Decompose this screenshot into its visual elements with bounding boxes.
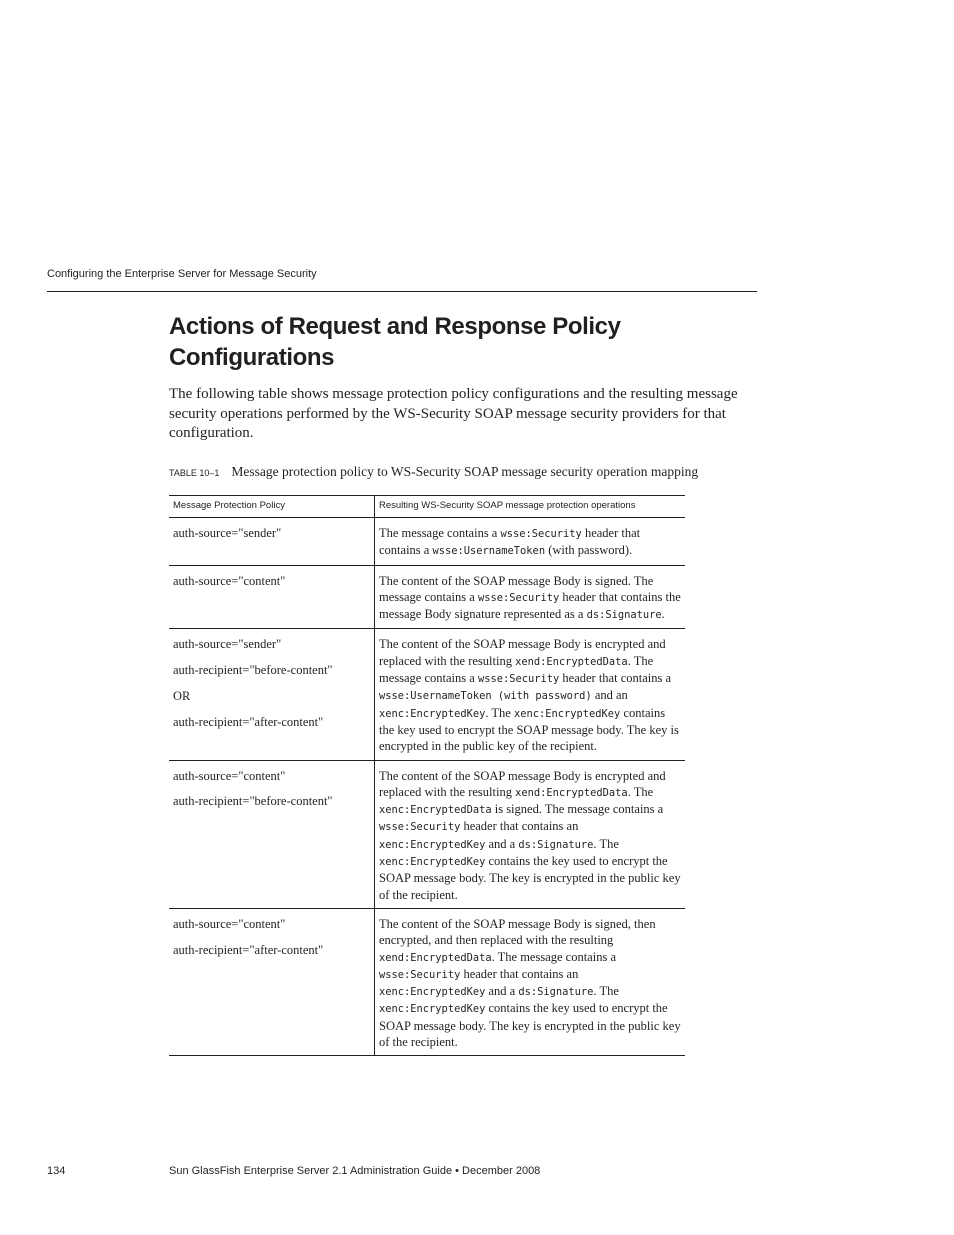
code-term: ds:Signature: [518, 986, 594, 999]
code-term: xenc:EncryptedKey: [379, 838, 486, 851]
intro-paragraph: The following table shows message protection policy configurations and the resulting message security operations performed by the WS-Security SOAP message security providers for that configuration.: [169, 386, 738, 442]
table-header-row: [169, 496, 685, 518]
policy-cell: [169, 629, 375, 760]
operations-text: . The message contains a: [491, 949, 616, 964]
code-term: wsse:Security: [500, 528, 582, 540]
policy-line: auth-source="content": [173, 916, 286, 931]
footer-title: Sun GlassFish Enterprise Server 2.1 Administration Guide • December 2008: [169, 1165, 541, 1177]
operations-text: contains the key used to encrypt the SOAP message body. The key is encrypted in the public key of the recipient.: [379, 1001, 681, 1050]
code-term: wsse:Security: [379, 968, 461, 981]
table-caption-number: TABLE 10–1: [169, 468, 220, 478]
operations-text: and a: [485, 984, 519, 999]
operations-text: The message contains a: [379, 526, 501, 540]
table-caption: [169, 464, 698, 480]
operations-text: The content of the SOAP message Body is signed, then encrypted, and then replaced with the resulting: [379, 916, 656, 948]
policy-line: OR: [173, 689, 191, 704]
table-row: [169, 629, 685, 760]
code-term: xend:EncryptedData: [379, 951, 492, 964]
policy-mapping-table: [169, 495, 685, 1056]
operations-text: is signed. The message contains a: [491, 802, 664, 817]
policy-line: auth-source="sender": [173, 526, 282, 540]
operations-text: . The message contains a: [379, 653, 654, 686]
operations-cell: [375, 629, 686, 760]
policy-cell: [169, 518, 375, 566]
policy-cell: [169, 565, 375, 629]
policy-line: auth-recipient="before-content": [173, 794, 333, 809]
code-term: xenc:EncryptedKey: [379, 986, 486, 999]
operations-cell: [375, 760, 686, 908]
operations-text: . The: [593, 836, 619, 851]
operations-text: and a: [485, 836, 519, 851]
policy-line: auth-recipient="after-content": [173, 715, 324, 730]
operations-text: header that contains a: [559, 671, 672, 686]
table-caption-text: Message protection policy to WS-Security SOAP message security operation mapping: [231, 464, 699, 479]
operations-text: The content of the SOAP message Body is encrypted and replaced with the resulting: [379, 768, 666, 799]
operations-text: . The: [593, 984, 619, 999]
operations-text: (with password).: [545, 543, 633, 558]
code-term: xend:EncryptedData: [515, 655, 628, 668]
operations-text: .: [661, 607, 665, 622]
code-term: wsse:Security: [477, 591, 560, 604]
operations-text: . The: [627, 784, 654, 799]
operations-text: contains the key used to encrypt the SOAP message body. The key is encrypted in the public key of the recipient.: [379, 854, 681, 902]
code-term: ds:Signature: [518, 838, 594, 851]
code-term: xend:EncryptedData: [515, 786, 628, 799]
header-rule: [47, 291, 757, 292]
policy-line: auth-recipient="before-content": [173, 663, 333, 678]
policy-line: auth-source="content": [173, 573, 286, 588]
column-header-operations: Resulting WS-Security SOAP message protection operations: [375, 496, 686, 518]
code-term: xenc:EncryptedData: [379, 804, 492, 817]
operations-text: . The: [485, 705, 514, 720]
page-number: 134: [47, 1165, 66, 1177]
policy-cell: [169, 908, 375, 1055]
operations-text: header that contains an: [460, 966, 579, 981]
operations-cell: [375, 908, 686, 1055]
running-header: Configuring the Enterprise Server for Message Security: [47, 268, 317, 280]
operations-text: and an: [591, 688, 628, 703]
code-term: xenc:EncryptedKey: [379, 707, 486, 720]
policy-line: auth-source="sender": [173, 637, 282, 652]
table-row: [169, 565, 685, 629]
policy-line: auth-source="content": [173, 768, 286, 783]
code-term: xenc:EncryptedKey: [379, 1003, 486, 1016]
operations-text: header that contains an: [460, 819, 579, 834]
column-header-policy: Message Protection Policy: [169, 496, 375, 518]
operations-text: The content of the SOAP message Body is encrypted and replaced with the resulting: [379, 637, 666, 668]
operations-text: header that contains the message Body signature represented as a: [379, 589, 681, 622]
operations-cell: [375, 518, 686, 566]
code-term: xenc:EncryptedKey: [513, 707, 621, 720]
operations-text: contains the key used to encrypt the SOAP message body. The key is encrypted in the public key of the recipient.: [379, 705, 679, 754]
operations-cell: [375, 565, 686, 629]
operations-text: header that contains a: [379, 526, 641, 558]
code-term: wsse:Security: [379, 821, 461, 834]
code-term: ds:Signature: [586, 609, 662, 622]
section-heading: Actions of Request and Response Policy Configurations: [169, 313, 621, 371]
table-row: [169, 518, 685, 566]
code-term: xenc:EncryptedKey: [379, 856, 486, 869]
code-term: wsse:UsernameToken: [432, 545, 546, 558]
table-body: [169, 518, 685, 1056]
table-row: [169, 760, 685, 908]
policy-cell: [169, 760, 375, 908]
operations-text: The content of the SOAP message Body is signed. The message contains a: [379, 573, 654, 604]
table-row: [169, 908, 685, 1055]
code-term: wsse:UsernameToken (with password): [379, 690, 592, 703]
code-term: wsse:Security: [477, 673, 560, 686]
policy-line: auth-recipient="after-content": [173, 942, 324, 957]
